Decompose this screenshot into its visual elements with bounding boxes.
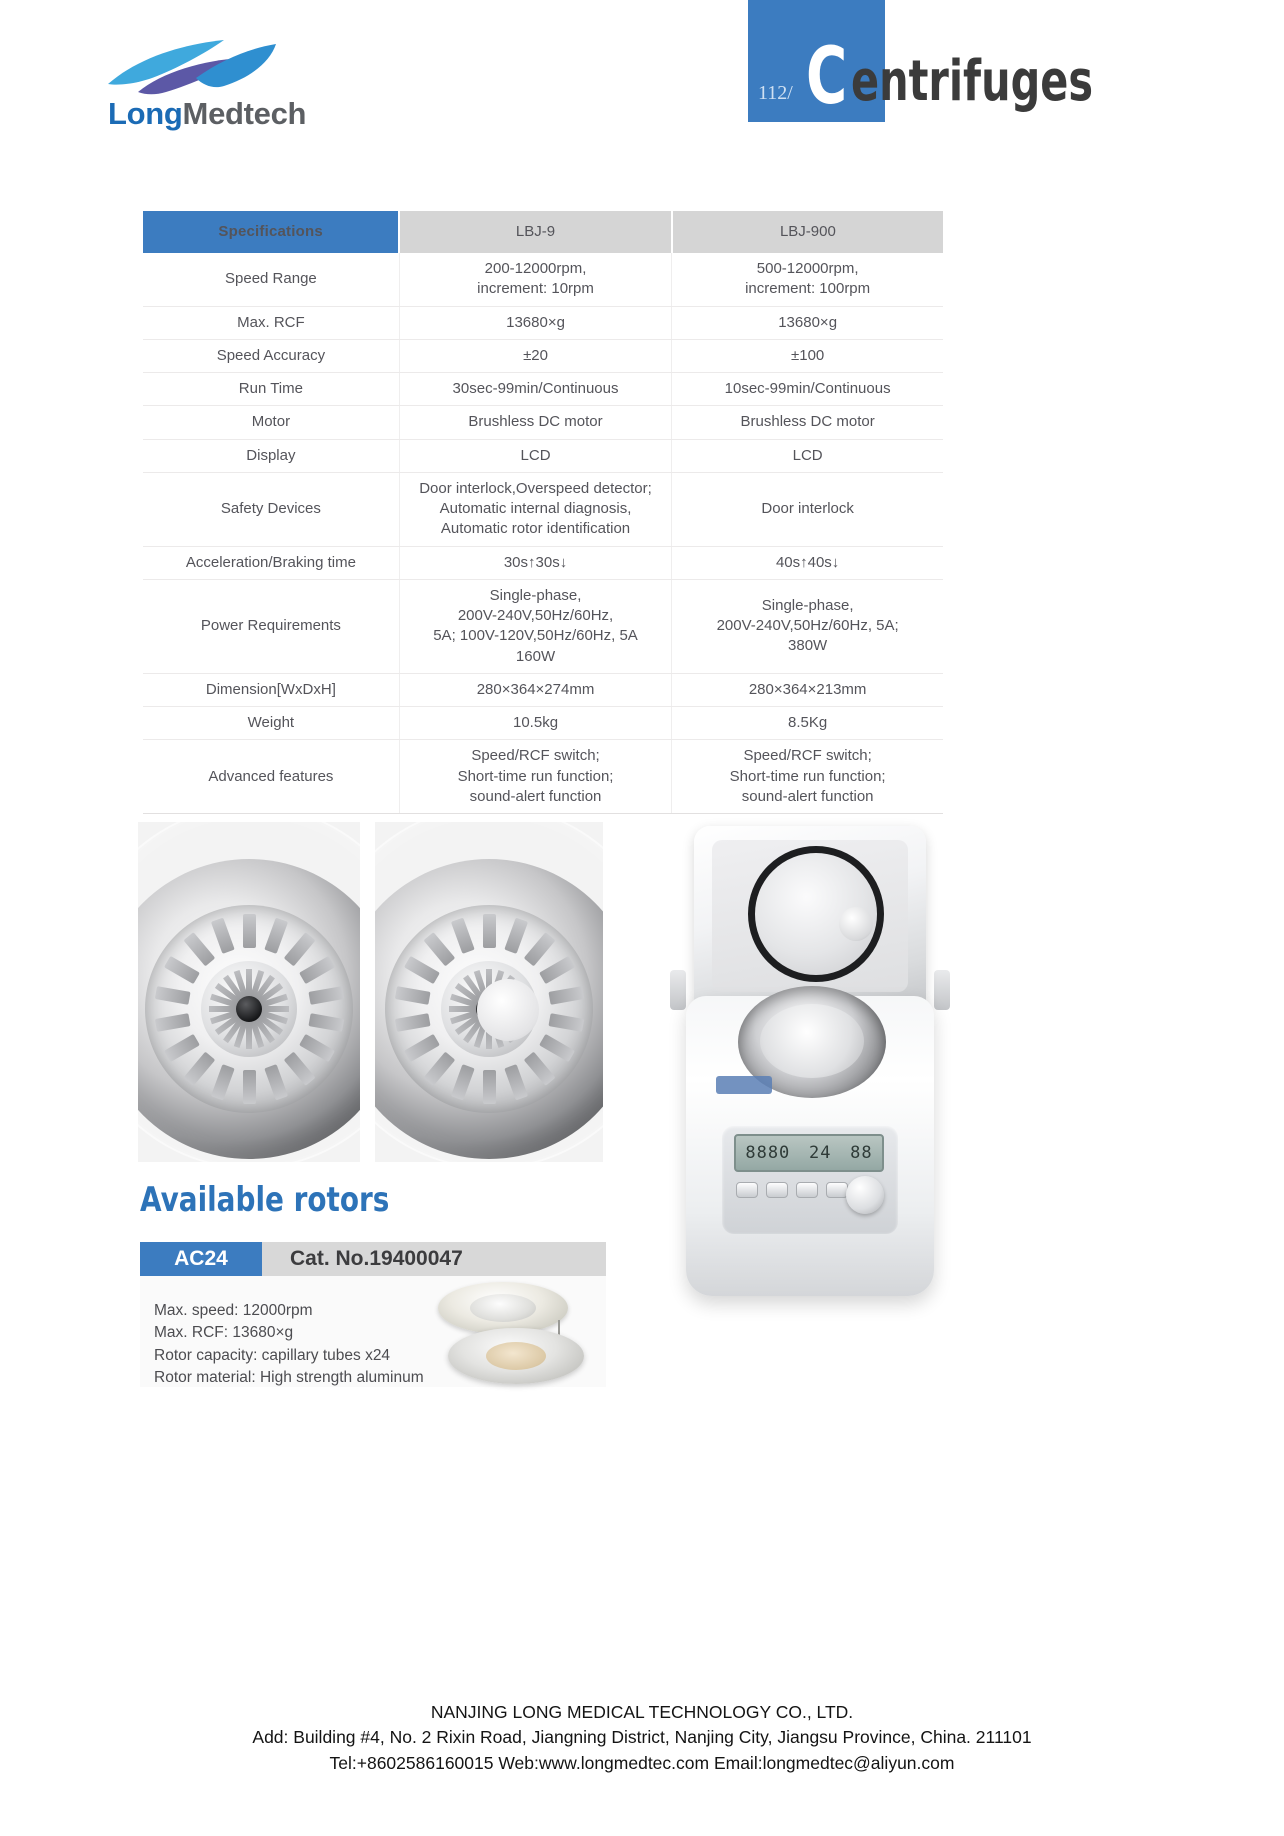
rotor-photo-left (138, 822, 360, 1162)
cell-lbj9: 10.5kg (399, 707, 671, 740)
cell-lbj9: 13680×g (399, 306, 671, 339)
table-row (143, 740, 943, 814)
table-row (143, 406, 943, 439)
table-row (143, 546, 943, 579)
panel-button-3[interactable] (796, 1182, 818, 1198)
control-dial[interactable] (846, 1176, 884, 1214)
lid-inner-panel (712, 840, 908, 992)
footer-company-name: NANJING LONG MEDICAL TECHNOLOGY CO., LTD. (430, 1702, 854, 1722)
rotor-card-body (140, 1276, 606, 1387)
footer-contact: Tel:+8602586160015 Web:www.longmedtec.com Email:longmedtec@aliyun.com (329, 1752, 955, 1773)
cell-lbj9: Single-phase, 200V-240V,50Hz/60Hz, 5A; 100V-120V,50Hz/60Hz, 5A 160W (399, 579, 671, 673)
table-row (143, 253, 943, 306)
cell-lbj9: 30sec-99min/Continuous (399, 373, 671, 406)
rotor-card (140, 1242, 606, 1387)
cell-lbj900: 13680×g (672, 306, 943, 339)
rotor-detail-max-speed: Max. speed: 12000rpm (154, 1302, 313, 1319)
row-label: Weight (143, 707, 399, 740)
category-title-initial: C (806, 32, 848, 122)
table-row (143, 472, 943, 546)
cell-lbj9: 200-12000rpm, increment: 10rpm (399, 253, 671, 306)
rotor-lid-cap (477, 979, 539, 1041)
row-label: Power Requirements (143, 579, 399, 673)
row-label: Safety Devices (143, 472, 399, 546)
cell-lbj900: 500-12000rpm, increment: 100rpm (672, 253, 943, 306)
page-header (0, 0, 1284, 160)
table-header-row (143, 211, 943, 253)
cell-lbj900: 8.5Kg (672, 707, 943, 740)
cell-lbj900: Speed/RCF switch; Short-time run function; sound-alert function (672, 740, 943, 814)
table-header-specifications: Specifications (143, 211, 399, 253)
cell-lbj900: ±100 (672, 339, 943, 372)
row-label: Speed Range (143, 253, 399, 306)
lcd-time-value: 24 (808, 1143, 832, 1163)
row-label: Acceleration/Braking time (143, 546, 399, 579)
cell-lbj900: 10sec-99min/Continuous (672, 373, 943, 406)
table-row (143, 673, 943, 706)
footer-address: Add: Building #4, No. 2 Rixin Road, Jiangning District, Nanjing City, Jiangsu Province, China. 211101 (252, 1727, 1032, 1748)
cell-lbj9: Door interlock,Overspeed detector; Automatic internal diagnosis, Automatic rotor identification (399, 472, 671, 546)
rotor-detail-list (154, 1300, 424, 1390)
transparent-lid-arc (138, 822, 360, 1162)
rotor-detail-material: Rotor material: High strength aluminum (154, 1369, 424, 1387)
wave-logo-icon (100, 38, 300, 100)
control-panel (722, 1126, 898, 1234)
cell-lbj900: Door interlock (672, 472, 943, 546)
lcd-speed-value: 8880 (745, 1143, 791, 1163)
row-label: Display (143, 439, 399, 472)
cell-lbj9: 280×364×274mm (399, 673, 671, 706)
rotor-card-header (140, 1242, 606, 1276)
category-title-rest: entrifuges (851, 49, 1094, 114)
rotor-photo-right (375, 822, 603, 1162)
rotor-chamber-illustration (375, 859, 603, 1159)
cell-lbj900: 40s↑40s↓ (672, 546, 943, 579)
company-logo (60, 38, 360, 148)
page-footer (0, 1700, 1284, 1776)
table-row (143, 373, 943, 406)
centrifuge-product-photo (660, 820, 960, 1460)
lid-hinge-left (670, 970, 686, 1010)
row-label: Speed Accuracy (143, 339, 399, 372)
rotor-product-image (408, 1280, 598, 1384)
page-number: 112/ (758, 82, 793, 104)
specifications-table (143, 211, 943, 814)
brand-wordmark (108, 96, 306, 132)
brand-name-first: Long (108, 96, 183, 131)
table-row (143, 339, 943, 372)
row-label: Dimension[WxDxH] (143, 673, 399, 706)
body-brand-label (716, 1076, 772, 1094)
brand-name-second: Medtech (182, 96, 307, 131)
table-header-model-lbj9: LBJ-9 (399, 211, 671, 253)
table-row (143, 579, 943, 673)
lcd-rcf-value: 88 (850, 1143, 873, 1163)
lid-hinge-right (934, 970, 950, 1010)
cell-lbj9: 30s↑30s↓ (399, 546, 671, 579)
rotor-detail-capacity: Rotor capacity: capillary tubes x24 (154, 1346, 391, 1364)
row-label: Motor (143, 406, 399, 439)
table-row (143, 306, 943, 339)
cell-lbj9: Brushless DC motor (399, 406, 671, 439)
cell-lbj9: Speed/RCF switch; Short-time run function; sound-alert function (399, 740, 671, 814)
table-row (143, 707, 943, 740)
centrifuge-body (686, 996, 934, 1296)
centrifuge-chamber-rotor (760, 1004, 864, 1078)
panel-button-4[interactable] (826, 1182, 848, 1198)
row-label: Run Time (143, 373, 399, 406)
panel-button-1[interactable] (736, 1182, 758, 1198)
rotor-catalog-number: Cat. No.19400047 (290, 1247, 463, 1270)
cell-lbj900: Single-phase, 200V-240V,50Hz/60Hz, 5A; 380W (672, 579, 943, 673)
row-label: Max. RCF (143, 306, 399, 339)
lid-knob (839, 907, 873, 941)
available-rotors-title: Available rotors (140, 1180, 390, 1220)
table-row (143, 439, 943, 472)
cell-lbj9: ±20 (399, 339, 671, 372)
rotor-detail-max-rcf: Max. RCF: 13680×g (154, 1324, 294, 1342)
cell-lbj900: 280×364×213mm (672, 673, 943, 706)
row-label: Advanced features (143, 740, 399, 814)
rotor-base-disc-center (486, 1342, 546, 1370)
rotor-chamber-illustration (138, 859, 360, 1159)
cell-lbj900: Brushless DC motor (672, 406, 943, 439)
rotor-lid-disc-center (470, 1294, 536, 1322)
cell-lbj9: LCD (399, 439, 671, 472)
panel-button-2[interactable] (766, 1182, 788, 1198)
rotor-model-tag: AC24 (140, 1242, 262, 1276)
table-header-model-lbj900: LBJ-900 (672, 211, 943, 253)
cell-lbj900: LCD (672, 439, 943, 472)
lcd-display (734, 1134, 884, 1172)
lid-seal-disc (748, 846, 884, 982)
